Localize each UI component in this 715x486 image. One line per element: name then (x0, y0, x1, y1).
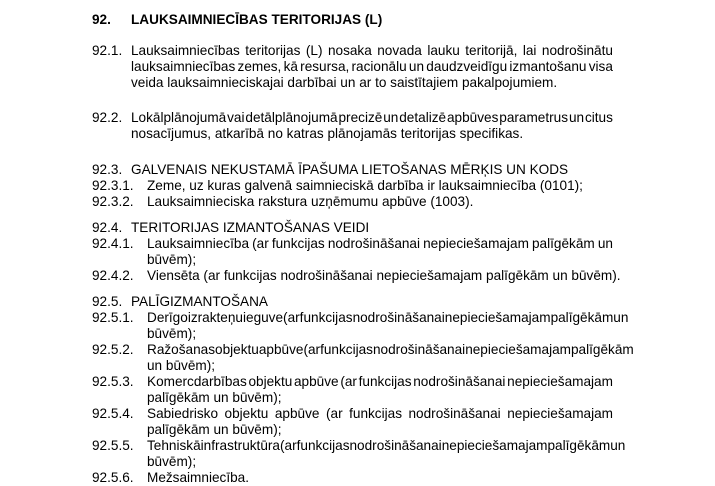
word: apbūves (446, 110, 499, 125)
item-text: Zeme, uz kuras galvenā saimnieciskā darbība ir lauksaimniecība (0101); (147, 178, 583, 193)
word: palīgēkām (550, 310, 614, 325)
word: detālplānojumā (245, 110, 338, 125)
word: Komercdarbības (147, 374, 247, 389)
item-number: 92.5.1. (92, 310, 134, 325)
word: lauksaimniecības (131, 59, 236, 74)
paragraph-line (131, 43, 613, 59)
word: un (383, 110, 399, 125)
word: un (613, 310, 629, 325)
word: funkcijas (320, 342, 373, 357)
word: palīgēkām (532, 236, 595, 251)
word: Sabiedrisko (147, 406, 219, 421)
word: funkcijas (299, 310, 353, 325)
word: nepieciešamajam (441, 438, 548, 453)
word: un (597, 236, 613, 251)
paragraph-line: veida lauksaimnieciskajai darbībai un ar to saistītajiem pakalpojumiem. (131, 75, 558, 90)
word: Ražošanas (147, 342, 216, 357)
word: funkcijas (349, 406, 402, 421)
item-text: palīgēkām un būvēm); (147, 390, 282, 405)
word: infrastruktūra (200, 438, 280, 453)
word: objektu (248, 374, 293, 389)
word: Lauksaimniecības (131, 43, 240, 58)
word: objektu (224, 406, 269, 421)
subsection-number: 92.5. (92, 294, 123, 309)
word: un (610, 438, 626, 453)
word: nodrošināšanai (413, 374, 506, 389)
item-text: būvēm); (147, 326, 197, 341)
word: resursa, (300, 59, 350, 74)
subsection-title: GALVENAIS NEKUSTAMĀ ĪPAŠUMA LIETOŠANAS MĒRĶIS UN KODS (131, 162, 569, 177)
word: nepieciešamajam (423, 236, 529, 251)
section-number: 92. (92, 12, 111, 27)
item-text (147, 438, 626, 454)
word: racionālu (351, 59, 407, 74)
item-text: Viensēta (ar funkcijas nodrošināšanai nepieciešamajam palīgēkām un būvēm). (147, 268, 621, 283)
item-number: 92.5.3. (92, 374, 134, 389)
section-title: LAUKSAIMNIECĪBAS TERITORIJAS (L) (131, 12, 383, 27)
item-number: 92.5.5. (92, 438, 134, 453)
word: detalizē (399, 110, 447, 125)
word: parametrus (499, 110, 569, 125)
word: kā (283, 59, 298, 74)
word: (ar (325, 406, 343, 421)
item-text (147, 342, 634, 358)
word: apbūve (258, 342, 304, 357)
word: nodrošināšanai (408, 406, 501, 421)
word: zemes, (237, 59, 282, 74)
item-text (147, 406, 613, 422)
word: nepieciešamajam (465, 342, 571, 357)
word: (ar (340, 374, 357, 389)
paragraph-line (131, 59, 613, 75)
word: nosaka (327, 43, 372, 58)
word: nepieciešamajam (507, 406, 613, 421)
word: Lauksaimniecība (147, 236, 250, 251)
word: lai (522, 43, 537, 58)
word: nodrošināšanai (327, 236, 421, 251)
word: objektu (215, 342, 259, 357)
paragraph-number: 92.1. (92, 43, 123, 58)
word: izmantošanu (509, 59, 587, 74)
word: precizē (338, 110, 383, 125)
word: (ar (279, 438, 297, 453)
word: un (408, 59, 425, 74)
paragraph-line (131, 110, 613, 126)
item-number: 92.5.4. (92, 406, 134, 421)
paragraph-number: 92.2. (92, 110, 123, 125)
item-text (147, 374, 613, 390)
word: (L) (305, 43, 323, 58)
item-text: palīgēkām un būvēm); (147, 422, 282, 437)
word: vai (227, 110, 245, 125)
word: palīgēkām (547, 438, 611, 453)
subsection-number: 92.3. (92, 162, 123, 177)
word: funkcijas (358, 374, 412, 389)
word: nepieciešamajam (444, 310, 551, 325)
word: nodrošināšanai (372, 342, 466, 357)
item-text: būvēm); (147, 454, 197, 469)
word: ieguve (242, 310, 284, 325)
subsection-title: TERITORIJAS IZMANTOŠANAS VEIDI (131, 220, 370, 235)
word: teritorijā, (465, 43, 518, 58)
paragraph-line: nosacījumus, atkarībā no katras plānojamās teritorijas specifikas. (131, 126, 524, 141)
word: nodrošināšanai (349, 438, 442, 453)
word: lauku (427, 43, 460, 58)
word: funkcijas (271, 236, 325, 251)
item-number: 92.3.2. (92, 194, 134, 209)
item-text: Lauksaimnieciska rakstura uzņēmumu apbūve (1003). (147, 194, 474, 209)
item-number: 92.5.2. (92, 342, 134, 357)
word: nodrošinātu (541, 43, 613, 58)
word: Lokālplānojumā (131, 110, 227, 125)
item-number: 92.4.2. (92, 268, 134, 283)
subsection-title: PALĪGIZMANTOŠANA (131, 294, 268, 309)
word: nodrošināšanai (352, 310, 445, 325)
item-text: Mežsaimniecība. (147, 470, 249, 485)
word: apbūve (294, 374, 339, 389)
word: palīgēkām (570, 342, 634, 357)
item-text: un būvēm); (147, 358, 216, 373)
subsection-number: 92.4. (92, 220, 123, 235)
word: (ar (283, 310, 300, 325)
item-text (147, 236, 613, 252)
word: daudzveidīgu (426, 59, 508, 74)
word: (ar (252, 236, 269, 251)
word: teritorijas (245, 43, 301, 58)
word: (ar (303, 342, 321, 357)
word: visa (588, 59, 613, 74)
item-number: 92.4.1. (92, 236, 134, 251)
item-number: 92.5.6. (92, 470, 134, 485)
word: Derīgo (147, 310, 188, 325)
item-text (147, 310, 629, 326)
word: Tehniskā (147, 438, 201, 453)
word: un (568, 110, 585, 125)
word: nepieciešamajam (507, 374, 613, 389)
word: citus (584, 110, 613, 125)
word: izrakteņu (187, 310, 243, 325)
item-text: būvēm); (147, 252, 197, 267)
word: novada (377, 43, 422, 58)
word: funkcijas (296, 438, 350, 453)
word: apbūve (274, 406, 320, 421)
item-number: 92.3.1. (92, 178, 134, 193)
